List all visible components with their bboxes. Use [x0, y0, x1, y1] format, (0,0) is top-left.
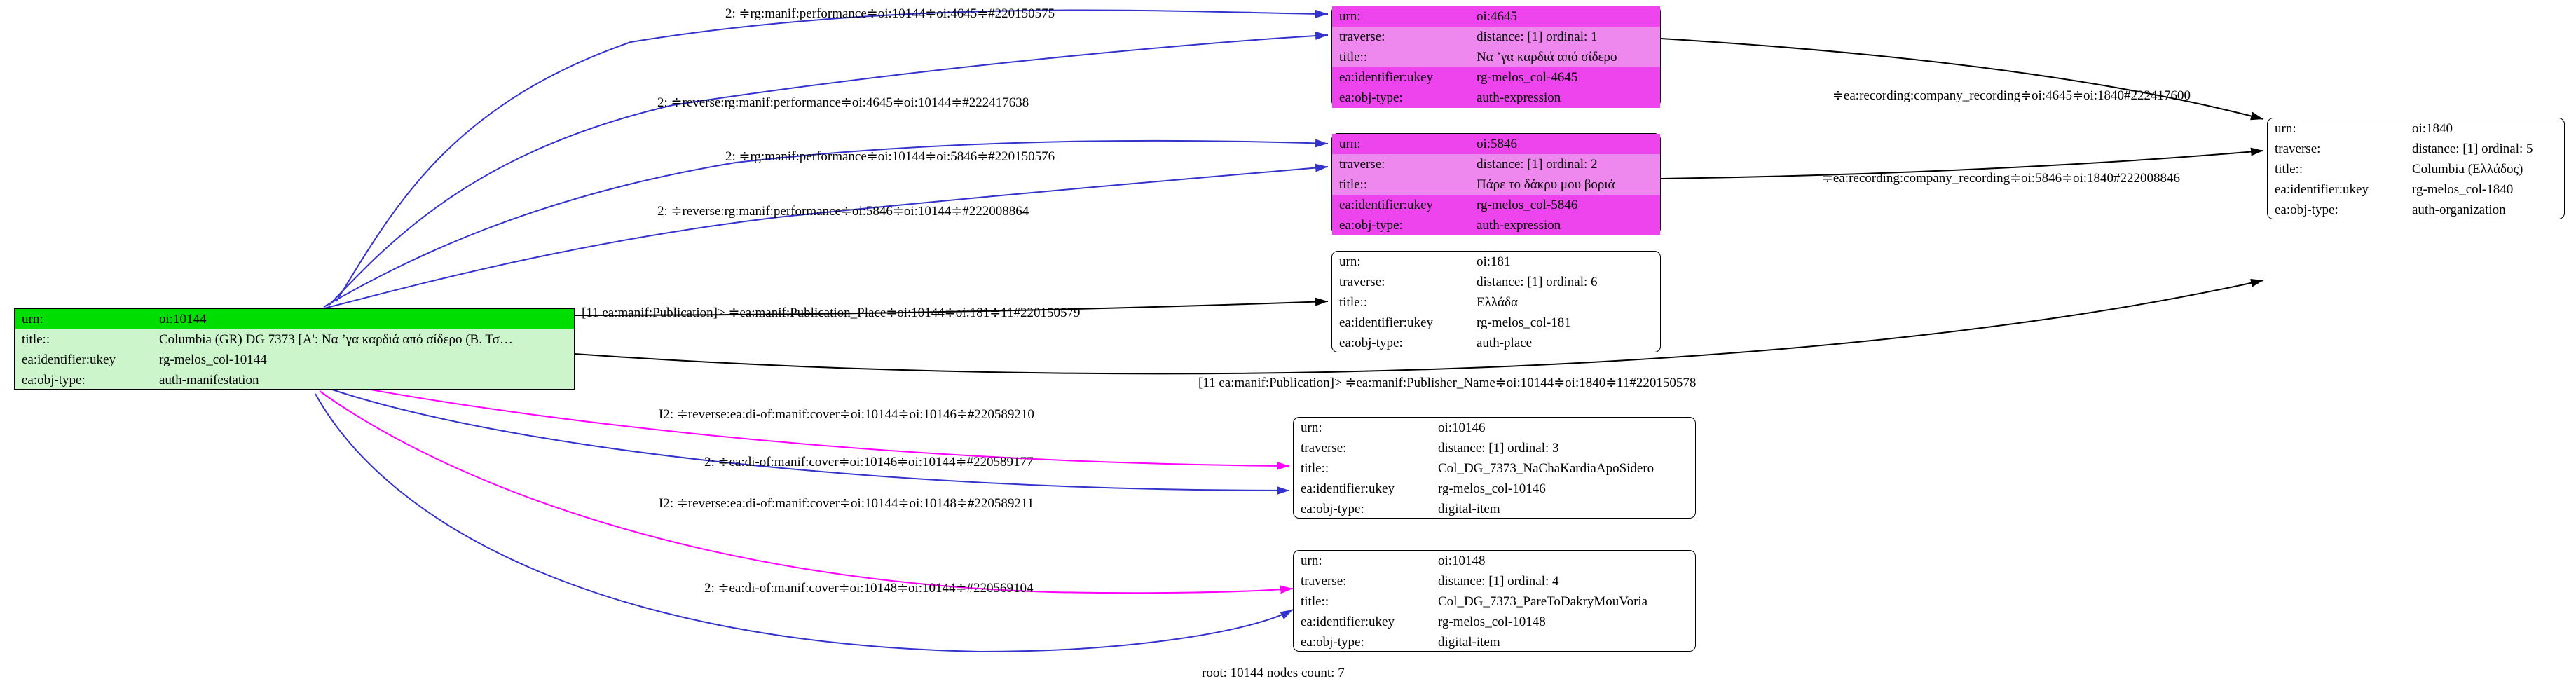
node-row [1332, 47, 1660, 67]
node-row [1332, 333, 1660, 353]
row-key: traverse: [1339, 275, 1385, 289]
row-value: digital-item [1438, 635, 1500, 650]
row-key: ea:identifier:ukey [1332, 195, 1477, 215]
node-oi-10144[interactable] [14, 308, 575, 390]
row-value: Να ’γα καρδιά από σίδερο [1477, 50, 1617, 64]
node-row [2268, 179, 2564, 200]
node-row [1332, 88, 1660, 108]
node-row [1332, 313, 1660, 333]
row-key: title:: [2275, 162, 2303, 177]
row-value: rg-melos_col-10148 [1438, 615, 1546, 629]
row-key: title:: [1339, 177, 1368, 192]
node-oi-1840[interactable] [2267, 118, 2565, 219]
row-value: auth-organization [2412, 203, 2506, 217]
row-key: ea:identifier:ukey [1301, 615, 1395, 629]
node-row [2268, 200, 2564, 220]
row-value: oi:5846 [1477, 134, 1660, 154]
row-value: oi:1840 [2412, 121, 2453, 136]
node-row [1332, 27, 1660, 47]
row-key: title:: [1339, 295, 1368, 310]
row-value: Ελλάδα [1477, 295, 1518, 310]
edge-label-publication-place: [11 ea:manif:Publication]> ≑ea:manif:Publication_Place≑oi:10144≑oi:181≑11#220150579 [582, 306, 1081, 320]
edge-label-reverse-cover-10148: I2: ≑reverse:ea:di-of:manif:cover≑oi:10144≑oi:10148≑#220589211 [659, 496, 1034, 511]
node-row [1294, 458, 1695, 479]
node-row [15, 350, 574, 370]
row-value: auth-expression [1477, 88, 1660, 108]
row-key: title:: [1339, 50, 1368, 64]
row-key: ea:identifier:ukey [1301, 481, 1395, 496]
row-value: auth-expression [1477, 215, 1660, 235]
node-row [1294, 438, 1695, 458]
edge-label-reverse-performance-5846: 2: ≑reverse:rg:manif:performance≑oi:5846≑oi:10144≑#222008864 [657, 204, 1029, 219]
node-row [1294, 612, 1695, 632]
row-value: digital-item [1438, 502, 1500, 516]
row-value: oi:10146 [1438, 420, 1486, 435]
row-value: oi:4645 [1477, 6, 1660, 27]
row-key: ea:identifier:ukey [2275, 182, 2369, 197]
node-row [15, 329, 574, 350]
node-row [1332, 195, 1660, 215]
edge-label-reverse-cover-10146: I2: ≑reverse:ea:di-of:manif:cover≑oi:10144≑oi:10146≑#220589210 [659, 407, 1034, 422]
edge-label-performance-4645: 2: ≑rg:manif:performance≑oi:10144≑oi:4645≑#220150575 [725, 6, 1055, 21]
row-value: Columbia (GR) DG 7373 [A': Να ’γα καρδιά από σίδερο (Β. Τσ… [159, 332, 513, 347]
edge-label-company-recording-4645: ≑ea:recording:company_recording≑oi:4645≑oi:1840#222417600 [1832, 88, 2191, 103]
row-key: urn: [1301, 420, 1322, 435]
row-key: urn: [1332, 6, 1477, 27]
node-row [1332, 272, 1660, 292]
node-row [2268, 159, 2564, 179]
row-value: distance: [1] ordinal: 2 [1477, 157, 1598, 172]
row-key: urn: [1339, 254, 1361, 269]
row-key: traverse: [1301, 441, 1347, 455]
node-row [1294, 591, 1695, 612]
node-oi-5846[interactable] [1331, 133, 1661, 235]
row-key: urn: [1332, 134, 1477, 154]
row-key: ea:obj-type: [1332, 215, 1477, 235]
row-key: traverse: [1339, 29, 1385, 44]
node-row [1332, 67, 1660, 88]
node-row [1294, 479, 1695, 499]
node-oi-10146[interactable] [1293, 417, 1696, 519]
edge-label-reverse-performance-4645: 2: ≑reverse:rg:manif:performance≑oi:4645≑oi:10144≑#222417638 [657, 95, 1029, 110]
row-value: Col_DG_7373_PareToDakryMouVoria [1438, 594, 1648, 609]
edge-label-publisher-name: [11 ea:manif:Publication]> ≑ea:manif:Publisher_Name≑oi:10144≑oi:1840≑11#220150578 [1198, 376, 1697, 390]
node-row [1332, 252, 1660, 272]
node-row [1294, 632, 1695, 652]
row-value: auth-manifestation [159, 373, 259, 387]
row-value: oi:10148 [1438, 554, 1486, 568]
row-key: urn: [15, 309, 159, 329]
row-key: ea:identifier:ukey [1339, 315, 1433, 330]
row-value: oi:10144 [159, 309, 574, 329]
row-key: traverse: [1339, 157, 1385, 172]
row-value: rg-melos_col-4645 [1477, 67, 1660, 88]
row-value: auth-place [1477, 336, 1533, 350]
node-row [15, 309, 574, 329]
node-row [1294, 499, 1695, 519]
row-key: urn: [1301, 554, 1322, 568]
row-value: rg-melos_col-10146 [1438, 481, 1546, 496]
node-row [1332, 6, 1660, 27]
row-value: Col_DG_7373_NaChaKardiaApoSidero [1438, 461, 1654, 476]
node-oi-4645[interactable] [1331, 6, 1661, 107]
row-key: urn: [2275, 121, 2296, 136]
edge-label-cover-10146: 2: ≑ea:di-of:manif:cover≑oi:10146≑oi:10144≑#220589177 [704, 455, 1034, 469]
row-key: ea:obj-type: [22, 373, 85, 387]
row-key: ea:obj-type: [1301, 635, 1364, 650]
node-row [1332, 174, 1660, 195]
row-value: rg-melos_col-181 [1477, 315, 1571, 330]
row-key: ea:obj-type: [2275, 203, 2338, 217]
row-key: ea:obj-type: [1332, 88, 1477, 108]
node-row [1332, 215, 1660, 235]
row-key: ea:obj-type: [1301, 502, 1364, 516]
row-value: distance: [1] ordinal: 5 [2412, 142, 2533, 156]
node-row [15, 370, 574, 390]
row-key: traverse: [2275, 142, 2321, 156]
row-key: ea:identifier:ukey [22, 352, 116, 367]
row-value: rg-melos_col-5846 [1477, 195, 1660, 215]
node-oi-10148[interactable] [1293, 550, 1696, 652]
row-value: Columbia (Ελλάδος) [2412, 162, 2523, 177]
row-value: rg-melos_col-10144 [159, 352, 267, 367]
row-value: distance: [1] ordinal: 6 [1477, 275, 1598, 289]
row-key: title:: [1301, 594, 1329, 609]
node-row [2268, 118, 2564, 139]
row-key: ea:identifier:ukey [1332, 67, 1477, 88]
node-row [1332, 292, 1660, 313]
node-row [1294, 551, 1695, 571]
row-value: distance: [1] ordinal: 3 [1438, 441, 1559, 455]
node-oi-181[interactable] [1331, 251, 1661, 352]
graph-footer: root: 10144 nodes count: 7 [1202, 666, 1345, 680]
node-row [1294, 418, 1695, 438]
node-row [1332, 134, 1660, 154]
node-row [1332, 154, 1660, 174]
edge-label-cover-10148: 2: ≑ea:di-of:manif:cover≑oi:10148≑oi:10144≑#220569104 [704, 581, 1034, 596]
row-value: oi:181 [1477, 254, 1511, 269]
row-value: distance: [1] ordinal: 4 [1438, 574, 1559, 589]
row-key: ea:obj-type: [1339, 336, 1403, 350]
node-row [1294, 571, 1695, 591]
edge-label-company-recording-5846: ≑ea:recording:company_recording≑oi:5846≑oi:1840#222008846 [1822, 171, 2181, 186]
row-key: title:: [1301, 461, 1329, 476]
row-key: traverse: [1301, 574, 1347, 589]
edge-label-performance-5846: 2: ≑rg:manif:performance≑oi:10144≑oi:5846≑#220150576 [725, 149, 1055, 164]
row-value: distance: [1] ordinal: 1 [1477, 29, 1598, 44]
row-value: Πάρε το δάκρυ μου βοριά [1477, 177, 1615, 192]
row-value: rg-melos_col-1840 [2412, 182, 2514, 197]
node-row [2268, 139, 2564, 159]
row-key: title:: [22, 332, 50, 347]
